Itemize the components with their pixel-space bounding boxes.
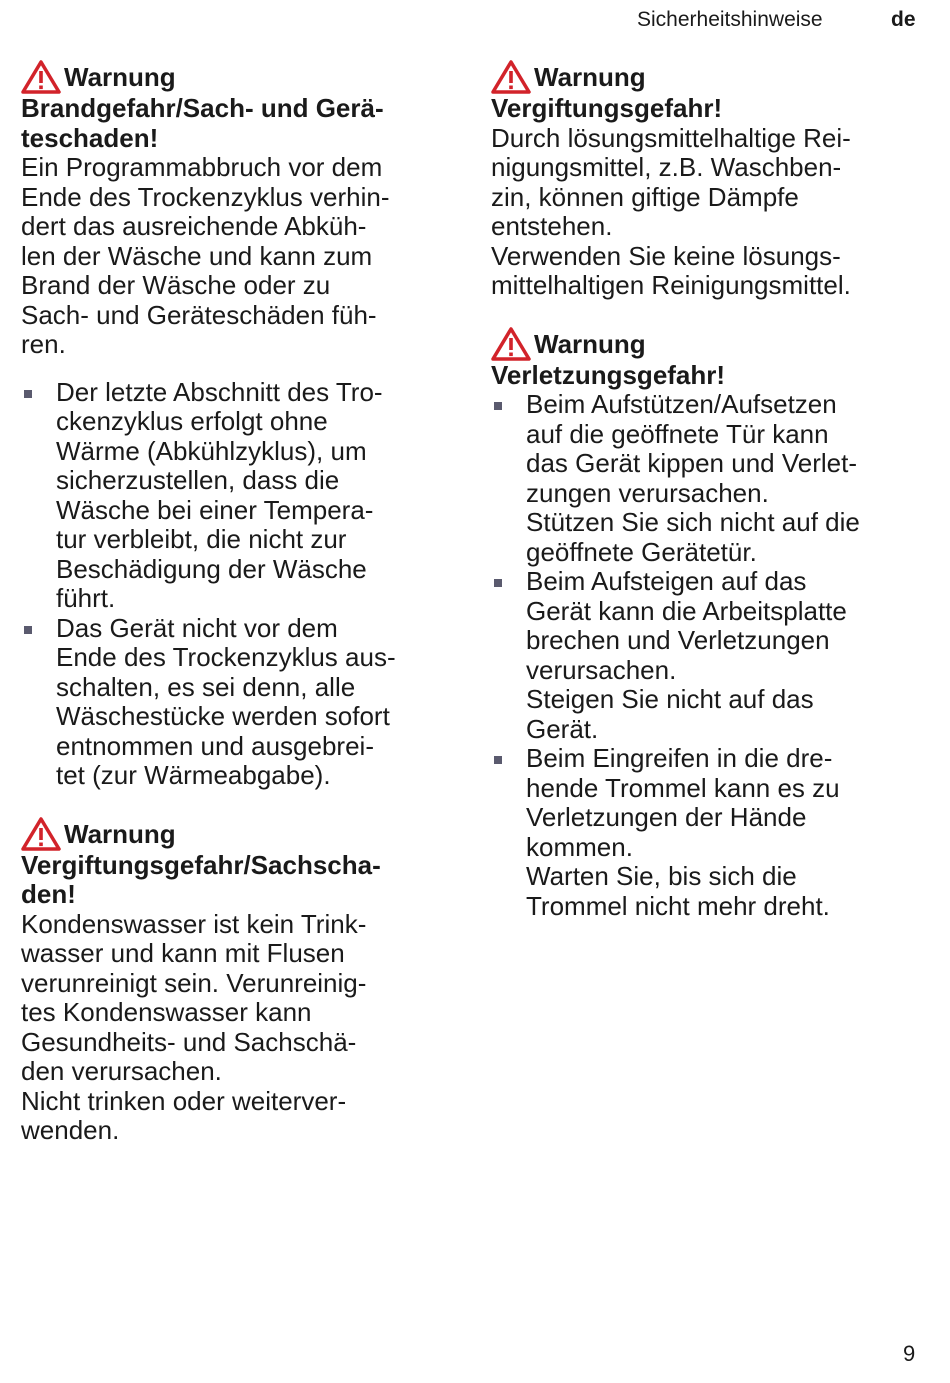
hazard-title — [21, 94, 461, 153]
warning-label: Warnung — [64, 62, 176, 92]
list-item — [21, 378, 461, 614]
text-line: Steigen Sie nicht auf das — [526, 684, 814, 714]
warning-heading — [491, 327, 931, 361]
text-line: kommen. — [526, 831, 633, 862]
warning-heading — [21, 817, 461, 851]
text-line: Wäsche bei einer Tempera- — [56, 494, 374, 525]
bullet-square-icon — [494, 579, 502, 587]
bullet-square-icon — [24, 390, 32, 398]
text-line: Wärme (Abkühlzyklus), um — [56, 435, 367, 466]
text-line: Durch lösungsmittelhaltige Rei- — [491, 122, 851, 153]
text-line: das Gerät kippen und Verlet- — [526, 448, 857, 478]
hazard-title — [491, 94, 931, 124]
bullet-square-icon — [494, 402, 502, 410]
text-line: verursachen. — [526, 654, 677, 685]
text-line: mittelhaltigen Reinigungsmittel. — [491, 270, 851, 300]
text-line: Beim Eingreifen in die dre- — [526, 743, 833, 773]
text-line: Beim Aufsteigen auf das — [526, 566, 807, 596]
text-line: geöffnete Gerätetür. — [526, 536, 757, 567]
text-line: len der Wäsche und kann zum — [21, 240, 373, 271]
text-line: brechen und Verletzungen — [526, 625, 830, 655]
bullet-list — [491, 390, 931, 921]
warning-label: Warnung — [64, 818, 176, 849]
text-line: tet (zur Wärmeabgabe). — [56, 760, 331, 790]
warning-label: Warnung — [534, 328, 646, 359]
hazard-line: Vergiftungsgefahr! — [491, 93, 723, 123]
hazard-line: Verletzungsgefahr! — [491, 359, 726, 390]
warning-triangle-icon — [21, 817, 61, 851]
text-line: verunreinigt sein. Verunreinig- — [21, 967, 367, 998]
text-line: Das Gerät nicht vor dem — [56, 612, 338, 643]
text-line: Brand der Wäsche oder zu — [21, 270, 331, 300]
text-line: ren. — [21, 329, 66, 359]
text-line: Ein Programmabbruch vor dem — [21, 152, 383, 182]
hazard-line: Brandgefahr/Sach- und Gerä- — [21, 93, 384, 123]
hazard-line: den! — [21, 879, 76, 909]
warning-block-fire — [21, 60, 461, 791]
warning-text — [491, 124, 931, 301]
text-line: führt. — [56, 583, 116, 613]
running-header-section: Sicherheitshinweise — [637, 8, 823, 31]
warning-triangle-icon — [491, 327, 531, 361]
text-line: entstehen. — [491, 211, 613, 241]
text-line: Stützen Sie sich nicht auf die — [526, 507, 860, 537]
warning-block-injury — [491, 327, 931, 922]
text-line: schalten, es sei denn, alle — [56, 671, 356, 702]
text-line: hende Trommel kann es zu — [526, 772, 840, 803]
text-line: Gerät kann die Arbeitsplatte — [526, 595, 847, 626]
text-line: Wäschestücke werden sofort — [56, 701, 390, 731]
language-code: de — [891, 8, 916, 31]
right-column — [491, 60, 931, 947]
warning-block-poisoning-damage — [21, 817, 461, 1146]
bullet-square-icon — [24, 626, 32, 634]
hazard-line: Vergiftungsgefahr/Sachscha- — [21, 849, 381, 880]
text-line: wasser und kann mit Flusen — [21, 938, 345, 968]
text-line: dert das ausreichende Abküh- — [21, 211, 367, 241]
text-line: nigungsmittel, z.B. Waschben- — [491, 152, 842, 182]
text-line: Trommel nicht mehr dreht. — [526, 890, 830, 921]
text-line: Beim Aufstützen/Aufsetzen — [526, 389, 837, 419]
text-line: sicherzustellen, dass die — [56, 465, 340, 495]
text-line: wenden. — [21, 1115, 120, 1145]
list-item — [491, 744, 931, 921]
text-line: Verletzungen der Hände — [526, 802, 807, 832]
bullet-list — [21, 378, 461, 791]
warning-text — [21, 153, 461, 360]
text-line: Sach- und Geräteschäden füh- — [21, 299, 377, 330]
text-line: Gerät. — [526, 713, 599, 744]
list-item — [21, 614, 461, 791]
warning-heading — [21, 60, 461, 94]
text-line: entnommen und ausgebrei- — [56, 730, 374, 761]
text-line: Nicht trinken oder weiterver- — [21, 1085, 347, 1116]
list-item — [491, 390, 931, 567]
text-line: Warten Sie, bis sich die — [526, 861, 797, 891]
text-line: Verwenden Sie keine lösungs- — [491, 240, 841, 271]
hazard-title — [21, 851, 461, 910]
text-line: zin, können giftige Dämpfe — [491, 181, 799, 212]
text-line: Ende des Trockenzyklus aus- — [56, 642, 396, 672]
left-column — [21, 60, 461, 1172]
text-line: auf die geöffnete Tür kann — [526, 418, 829, 449]
page-number: 9 — [903, 1341, 916, 1366]
text-line: Kondenswasser ist kein Trink- — [21, 908, 367, 939]
text-line: Der letzte Abschnitt des Tro- — [56, 376, 383, 407]
text-line: zungen verursachen. — [526, 477, 769, 508]
text-line: tes Kondenswasser kann — [21, 997, 312, 1027]
hazard-title — [491, 361, 931, 391]
warning-heading — [491, 60, 931, 94]
bullet-square-icon — [494, 756, 502, 764]
text-line: den verursachen. — [21, 1056, 222, 1086]
text-line: Ende des Trockenzyklus verhin- — [21, 181, 390, 212]
text-line: ckenzyklus erfolgt ohne — [56, 406, 328, 436]
warning-label: Warnung — [534, 62, 646, 92]
text-line: tur verbleibt, die nicht zur — [56, 524, 347, 554]
hazard-line: teschaden! — [21, 122, 159, 153]
warning-text — [21, 910, 461, 1146]
text-line: Gesundheits- und Sachschä- — [21, 1026, 357, 1057]
warning-triangle-icon — [491, 60, 531, 94]
text-line: Beschädigung der Wäsche — [56, 553, 367, 584]
warning-block-poisoning — [491, 60, 931, 301]
list-item — [491, 567, 931, 744]
warning-triangle-icon — [21, 60, 61, 94]
